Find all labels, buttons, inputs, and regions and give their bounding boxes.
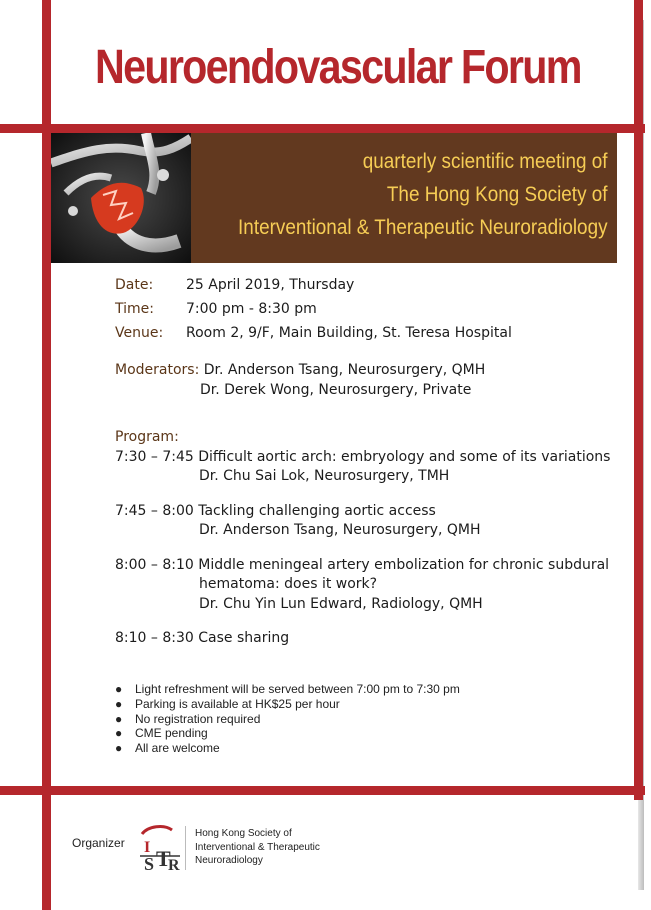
program-label: Program: [115,429,179,445]
svg-text:I: I [144,839,151,856]
program-time: 8:00 – 8:10 [115,556,194,573]
moderator-1: Dr. Anderson Tsang, Neurosurgery, QMH [203,362,486,378]
svg-text:T: T [156,846,171,871]
program-time: 7:30 – 7:45 [115,448,194,465]
program-time: 7:45 – 8:00 [115,502,194,519]
program-topic: Tackling challenging aortic access [198,502,436,519]
list-item: ● CME pending [115,726,208,741]
program-topic: Difficult aortic arch: embryology and some of its variations [198,448,611,465]
program-time: 8:10 – 8:30 [115,630,194,646]
banner-line-1: quarterly scientific meeting of [363,150,608,173]
list-item: ● No registration required [115,711,261,726]
banner-text [239,145,608,244]
program-item [115,556,610,576]
venue-value: Room 2, 9/F, Main Building, St. Teresa Hospital [186,325,512,341]
program [115,428,610,649]
venue-row [115,321,512,345]
notes-list [115,682,460,756]
frame-bar-left [42,0,51,910]
event-details [115,273,512,345]
moderator-2: Dr. Derek Wong, Neurosurgery, Private [200,382,472,398]
bullet-icon: ● [115,682,123,696]
organizer-name: Hong Kong Society of Interventional & Therapeutic Neuroradiology [195,828,320,866]
moderators [115,360,485,400]
program-item [115,448,610,468]
program-speaker: Dr. Anderson Tsang, Neurosurgery, QMH [199,522,481,538]
banner-line-2: The Hong Kong Society of [387,183,608,206]
program-topic: Middle meningeal artery embolization for chronic subdural [198,556,610,573]
date-value: 25 April 2019, Thursday [186,277,355,293]
moderators-label: Moderators: [115,362,200,378]
frame-bar-right [634,0,643,800]
date-row [115,273,512,297]
time-value: 7:00 pm - 8:30 pm [186,301,317,317]
list-item: ● Parking is available at HK$25 per hour [115,696,340,711]
banner [51,133,617,263]
time-label: Time: [115,301,154,317]
society-logo-icon [138,822,182,874]
date-label: Date: [115,277,154,293]
program-topic: Case sharing [198,630,290,646]
angiography-image [51,133,191,263]
program-item [115,629,610,649]
svg-text:S: S [144,854,155,874]
frame-bar-top [0,124,645,133]
program-item [115,502,610,522]
time-row [115,297,512,321]
program-topic-cont: hematoma: does it work? [199,576,378,592]
list-item: ● All are welcome [115,741,220,756]
bullet-icon: ● [115,696,123,711]
svg-text:R: R [168,857,180,874]
page-title: Neuroendovascular Forum [95,41,581,94]
organizer-label: Organizer [72,836,125,850]
bullet-icon: ● [115,741,123,756]
program-speaker: Dr. Chu Yin Lun Edward, Radiology, QMH [199,595,483,612]
program-speaker: Dr. Chu Sai Lok, Neurosurgery, TMH [199,468,450,484]
divider [185,826,186,870]
bullet-icon: ● [115,711,123,726]
banner-line-3: Interventional & Therapeutic Neuroradiology [238,216,608,239]
frame-bar-bottom [0,786,645,795]
list-item: ● Light refreshment will be served between 7:00 pm to 7:30 pm [115,682,460,696]
venue-label: Venue: [115,325,164,341]
bullet-icon: ● [115,726,123,741]
moderator-row-1 [115,360,485,380]
